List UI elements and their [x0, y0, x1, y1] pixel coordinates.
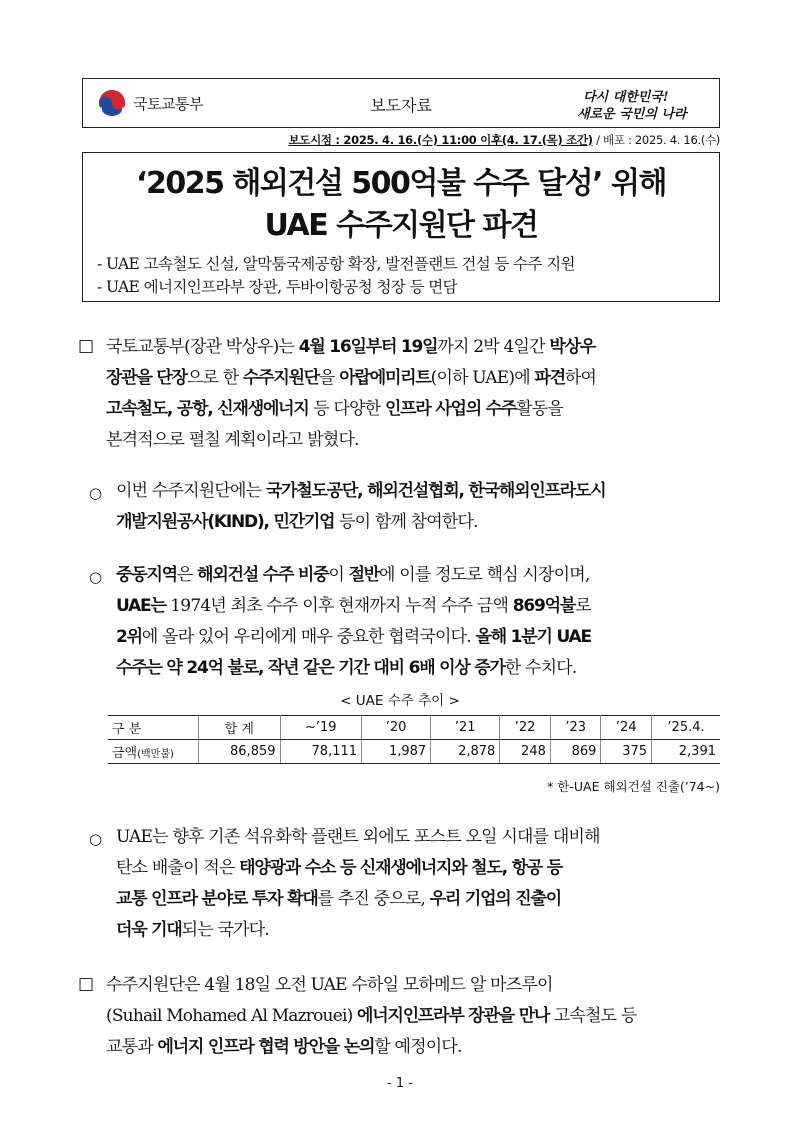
- table-header: ’25.4.: [652, 716, 720, 740]
- circle-bullet: ○: [89, 568, 103, 586]
- paragraph-3: 중동지역은 해외건설 수주 비중이 절반에 이를 정도로 핵심 시장이며, UAE는 1974년 최초 수주 이후 현재까지 누적 수주 금액 869억불로 2위에 올라 있어 우리에게 매우 중요한 협력국이다. 올해 1분기 UAE 수주는 약 24억 불로, 작년 같은 기간 대비 6배 이상 증가한 수치다.: [116, 565, 591, 678]
- table-header: ’23: [550, 716, 601, 740]
- svg-text:새로운 국민의 나라: 새로운 국민의 나라: [577, 107, 687, 122]
- paragraph-1: 국토교통부(장관 박상우)는 4월 16일부터 19일까지 2박 4일간 박상우 장관을 단장으로 한 수주지원단을 아랍에미리트(이하 UAE)에 파견하여 고속철도, 공항, 신재생에너지 등 다양한 인프라 사업의 수주활동을 본격적으로 펼칠 계획이라고 밝혔다.: [106, 337, 597, 450]
- square-bullet: □: [78, 336, 95, 356]
- row-label: 금액(백만불): [108, 740, 199, 764]
- circle-bullet: ○: [89, 830, 103, 848]
- table-header: 구 분: [108, 716, 199, 740]
- table-header: 합 계: [199, 716, 281, 740]
- table-header-row: [108, 716, 720, 740]
- doc-type-label: 보도자료: [370, 96, 432, 115]
- table-cell: 2,878: [431, 740, 500, 764]
- table-header: ’24: [601, 716, 652, 740]
- release-time: 보도시점 : 2025. 4. 16.(수) 11:00 이후(4. 17.(목) 조간): [288, 133, 593, 147]
- headline-line-1: ‘2025 해외건설 500억불 수주 달성’ 위해: [136, 166, 666, 201]
- table-cell: 1,987: [362, 740, 431, 764]
- table-row: [108, 740, 720, 764]
- paragraph-5: 수주지원단은 4월 18일 오전 UAE 수하일 모하메드 알 마즈루이 (Suhail Mohamed Al Mazrouei) 에너지인프라부 장관을 만나 고속철도 등 교통과 에너지 인프라 협력 방안을 논의할 예정이다.: [106, 975, 637, 1057]
- page-number: - 1 -: [387, 1076, 413, 1091]
- table-cell: 248: [500, 740, 551, 764]
- table-header: ’20: [362, 716, 431, 740]
- press-release-header: [82, 78, 720, 128]
- table-cell: 78,111: [280, 740, 362, 764]
- table-header: ~’19: [280, 716, 362, 740]
- dateline-separator: /: [592, 133, 604, 147]
- table-cell: 86,859: [199, 740, 281, 764]
- distribution-date: 배포 : 2025. 4. 16.(수): [603, 133, 720, 147]
- square-bullet: □: [78, 974, 95, 994]
- table-caption: < UAE 수주 추이 >: [340, 693, 460, 709]
- headline: [83, 163, 719, 247]
- headline-box: [82, 152, 720, 302]
- slogan-calligraphy: [575, 85, 705, 123]
- table-cell: 869: [550, 740, 601, 764]
- table-footnote: * 한-UAE 해외건설 진출(’74~): [547, 779, 720, 794]
- circle-bullet: ○: [89, 484, 103, 502]
- table-header: ’22: [500, 716, 551, 740]
- subheadline-1: - UAE 고속철도 신설, 알막툼국제공항 확장, 발전플랜트 건설 등 수주 지원: [97, 255, 575, 273]
- headline-line-2: UAE 수주지원단 파견: [264, 208, 538, 243]
- table-cell: 375: [601, 740, 652, 764]
- paragraph-2: 이번 수주지원단에는 국가철도공단, 해외건설협회, 한국해외인프라도시 개발지원공사(KIND), 민간기업 등이 함께 참여한다.: [116, 481, 606, 532]
- release-dateline: [288, 132, 720, 148]
- table-cell: 2,391: [652, 740, 720, 764]
- uae-orders-table: [108, 715, 720, 764]
- table-header: ’21: [431, 716, 500, 740]
- subheadline-2: - UAE 에너지인프라부 장관, 두바이항공청 청장 등 면담: [97, 278, 458, 296]
- subheadlines: [97, 253, 719, 299]
- paragraph-4: UAE는 향후 기존 석유화학 플랜트 외에도 포스트 오일 시대를 대비해 탄소 배출이 적은 태양광과 수소 등 신재생에너지와 철도, 항공 등 교통 인프라 분야로 투자 확대를 추진 중으로, 우리 기업의 진출이 더욱 기대되는 국가다.: [116, 827, 600, 940]
- ministry-name: 국토교통부: [133, 94, 203, 113]
- svg-text:다시 대한민국!: 다시 대한민국!: [583, 90, 669, 105]
